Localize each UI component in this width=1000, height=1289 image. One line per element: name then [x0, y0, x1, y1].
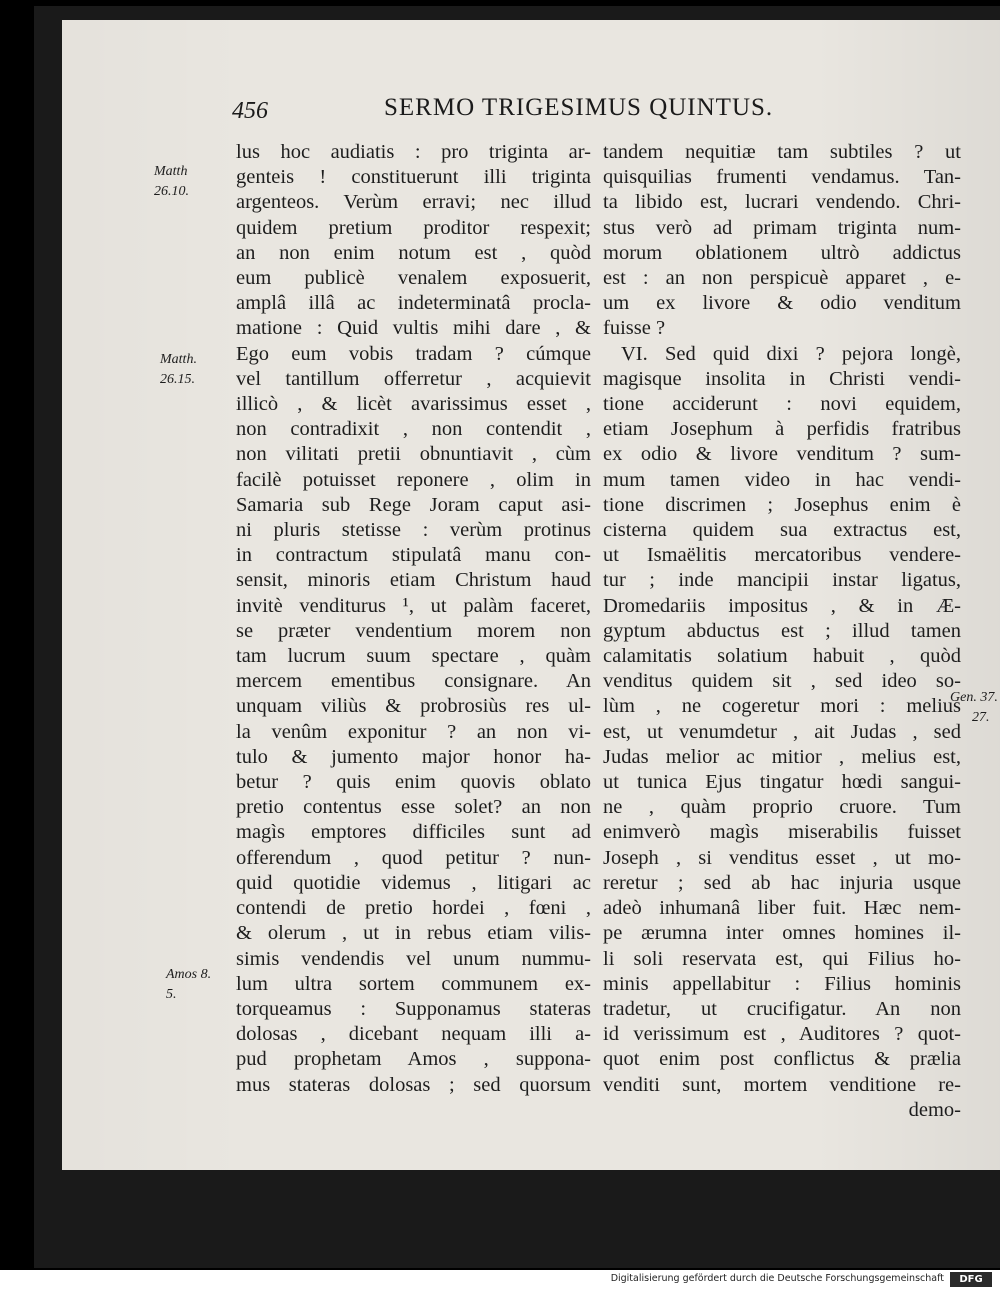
- text-line: unquam viliùs & probrosiùs res ul-: [236, 695, 591, 718]
- text-line: quidem pretium proditor respexit;: [236, 216, 591, 239]
- text-line: ta libido est, lucrari vendendo. Chri-: [603, 191, 961, 214]
- page-header: [62, 90, 1000, 126]
- running-head: SERMO TRIGESIMUS QUINTUS.: [384, 94, 774, 121]
- text-line: est : an non perspicuè apparet , e-: [603, 267, 961, 290]
- text-line: mercem ementibus consignare. An: [236, 670, 591, 693]
- text-line: tulo & jumento major honor ha-: [236, 745, 591, 768]
- text-line: contendi de pretio hordei , fœni ,: [236, 897, 591, 920]
- text-line: etiam Josephum à perfidis fratribus: [603, 418, 961, 441]
- text-line: ut Ismaëlitis mercatoribus vendere-: [603, 544, 961, 567]
- text-line: & olerum , ut in rebus etiam vilis-: [236, 922, 591, 945]
- text-line: fuisse ?: [603, 317, 666, 340]
- text-line: illicò , & licèt avarissimus esset ,: [236, 393, 591, 416]
- footer-bar: [0, 1270, 1000, 1289]
- text-line: sensit, minoris etiam Christum haud: [236, 569, 591, 592]
- text-line: um ex livore & odio venditum: [603, 292, 961, 315]
- dfg-logo: DFG: [950, 1272, 992, 1287]
- text-line: matione : Quid vultis mihi dare , &: [236, 317, 591, 340]
- text-line: quid quotidie videmus , litigari ac: [236, 871, 591, 894]
- text-line: reretur ; sed ab hac injuria usque: [603, 871, 961, 894]
- right-text-column: [603, 140, 961, 1123]
- left-text-column: [236, 140, 591, 1098]
- margin-note-matth-26-15: [160, 350, 197, 390]
- margin-note-line: 5.: [166, 987, 177, 1002]
- text-line: facilè potuisset reponere , olim in: [236, 468, 591, 491]
- text-line: lum ultra sortem communem ex-: [236, 972, 591, 995]
- margin-note-line: Gen. 37.: [950, 690, 998, 705]
- text-line: non contradixit , non contendit ,: [236, 418, 591, 441]
- text-line: la venûm exponitur ? an non vi-: [236, 720, 591, 743]
- margin-note-line: Amos 8.: [166, 967, 212, 982]
- text-line: tur ; inde mancipii instar ligatus,: [603, 569, 961, 592]
- text-line: pretio contentus esse solet? an non: [236, 796, 591, 819]
- text-line: pe ærumna inter omnes homines il-: [603, 922, 961, 945]
- text-line: stus verò ad primam triginta num-: [603, 216, 961, 239]
- text-line: cisterna quidem sua extractus est,: [603, 519, 961, 542]
- text-line: Ego eum vobis tradam ? cúmque: [236, 342, 591, 365]
- text-line: non vilitati pretii obnuntiavit , cùm: [236, 443, 591, 466]
- text-line: amplâ illâ ac indeterminatâ procla-: [236, 292, 591, 315]
- text-line: morum oblationem ultrò addictus: [603, 241, 961, 264]
- margin-note-line: 26.10.: [154, 184, 189, 199]
- text-line: tione acciderunt : novi equidem,: [603, 393, 961, 416]
- text-line: ne , quàm proprio cruore. Tum: [603, 796, 961, 819]
- text-line: Joseph , si venditus esset , ut mo-: [603, 846, 961, 869]
- margin-note-line: 27.: [972, 710, 990, 725]
- text-line: se præter vendentium morem non: [236, 619, 591, 642]
- text-line: gyptum abductus est ; illud tamen: [603, 619, 961, 642]
- margin-note-matth-26-10: [154, 162, 189, 202]
- text-line: id verissimum est , Auditores ? quot-: [603, 1023, 961, 1046]
- text-line: lus hoc audiatis : pro triginta ar-: [236, 141, 591, 163]
- text-line: an non enim notum est , quòd: [236, 241, 591, 264]
- text-line: VI. Sed quid dixi ? pejora longè,: [621, 342, 961, 365]
- page-number: 456: [232, 98, 268, 124]
- text-line: li soli reservata est, qui Filius ho-: [603, 947, 961, 970]
- text-line: calamitatis solatium habuit , quòd: [603, 645, 961, 668]
- text-line: enimverò magìs miserabilis fuisset: [603, 821, 961, 844]
- text-line: pud prophetam Amos , suppona-: [236, 1048, 591, 1071]
- text-line: argenteos. Verùm erravi; nec illud: [236, 191, 591, 214]
- margin-note-line: Matth.: [160, 352, 197, 367]
- text-line: minis appellabitur : Filius hominis: [603, 972, 961, 995]
- scanned-page-area: [34, 6, 1000, 1268]
- text-line: Judas melior ac mitior , melius est,: [603, 745, 961, 768]
- text-line: Samaria sub Rege Joram caput asi-: [236, 493, 591, 516]
- text-line: dolosas , dicebant nequam illi a-: [236, 1023, 591, 1046]
- footer-credit: Digitalisierung gefördert durch die Deutsche Forschungsgemeinschaft: [610, 1273, 944, 1284]
- text-line: mum tamen video in hac vendi-: [603, 468, 961, 491]
- text-line: offerendum , quod petitur ? nun-: [236, 846, 591, 869]
- text-line: in contractum stipulatâ manu con-: [236, 544, 591, 567]
- text-line: venditus quidem sit , sed ideo so-: [603, 670, 961, 693]
- margin-note-line: 26.15.: [160, 372, 195, 387]
- text-line: torqueamus : Supponamus stateras: [236, 997, 591, 1020]
- text-line: magìs emptores difficiles sunt ad: [236, 821, 591, 844]
- text-line: invitè venditurus ¹, ut palàm faceret,: [236, 594, 591, 617]
- text-line: genteis ! constituerunt illi triginta: [236, 166, 591, 189]
- text-line: venditi sunt, mortem venditione re-: [603, 1073, 961, 1096]
- text-line: quot enim post conflictus & prælia: [603, 1048, 961, 1071]
- text-line: ex odio & livore venditum ? sum-: [603, 443, 961, 466]
- margin-note-line: Matth: [154, 164, 188, 179]
- text-line: tione discrimen ; Josephus enim è: [603, 493, 961, 516]
- text-line: quisquilias frumenti vendamus. Tan-: [603, 166, 961, 189]
- text-line: magisque insolita in Christi vendi-: [603, 367, 961, 390]
- text-line: demo-: [908, 1098, 961, 1121]
- text-line: ni pluris stetisse : verùm protinus: [236, 519, 591, 542]
- text-line: Dromedariis impositus , & in Æ-: [603, 594, 961, 617]
- book-page: [62, 20, 1000, 1170]
- text-line: tradetur, ut crucifigatur. An non: [603, 997, 961, 1020]
- margin-note-amos-8-5: [166, 965, 211, 1005]
- text-line: est, ut venumdetur , ait Judas , sed: [603, 720, 961, 743]
- text-line: adeò inhumanâ liber fuit. Hæc nem-: [603, 897, 961, 920]
- text-line: simis vendendis vel unum nummu-: [236, 947, 591, 970]
- text-line: tam lucrum suum spectare , quàm: [236, 645, 591, 668]
- text-line: mus stateras dolosas ; sed quorsum: [236, 1073, 591, 1096]
- text-line: tandem nequitiæ tam subtiles ? ut: [603, 141, 961, 163]
- text-line: vel tantillum offerretur , acquievit: [236, 367, 591, 390]
- text-line: ut tunica Ejus tingatur hœdi sangui-: [603, 771, 961, 794]
- text-line: eum publicè venalem exposuerit,: [236, 267, 591, 290]
- text-line: lùm , ne cogeretur mori : melius: [603, 695, 961, 718]
- text-line: betur ? quis enim quovis oblato: [236, 771, 591, 794]
